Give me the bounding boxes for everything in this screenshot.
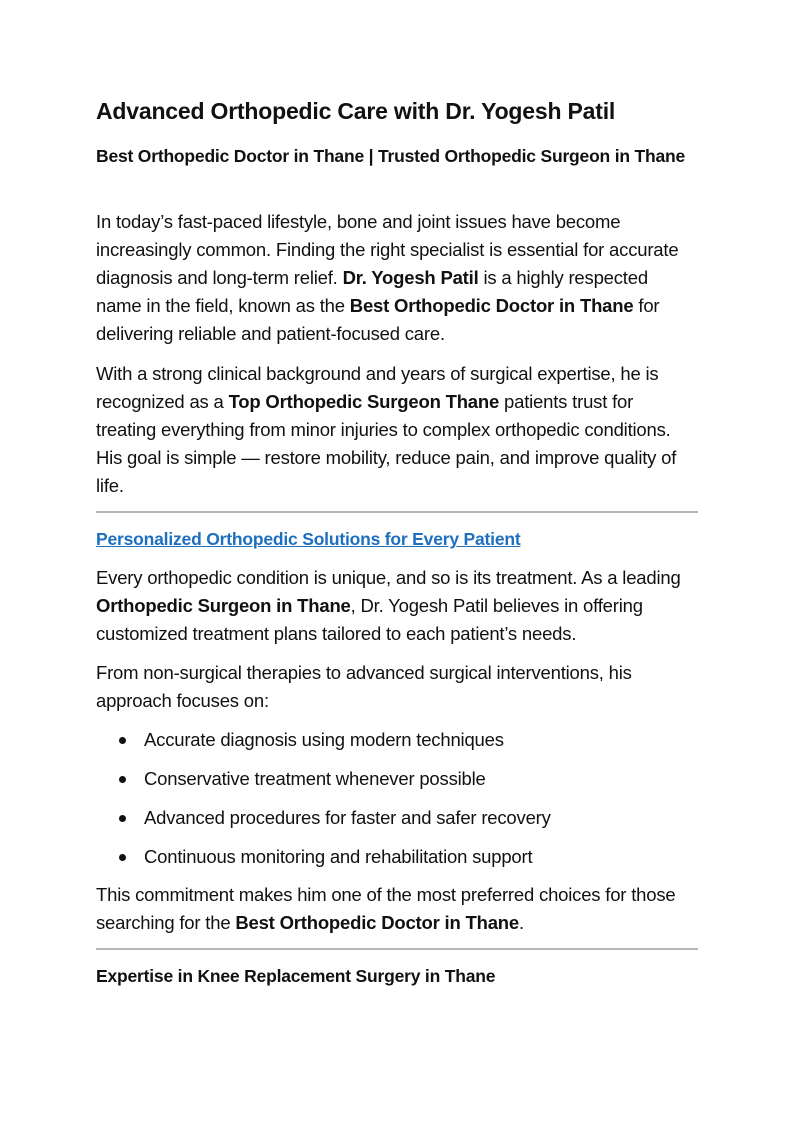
list-item-text: Accurate diagnosis using modern techniques	[144, 729, 504, 750]
background-paragraph	[96, 360, 698, 500]
intro-text-1: In today’s fast-paced lifestyle, bone and joint issues have become increasingly common. Finding the right specialist is essential for accurate diagnosis and long-term relief.	[96, 211, 679, 288]
page-title: Advanced Orthopedic Care with Dr. Yogesh Patil	[96, 98, 616, 124]
bullet-icon	[119, 854, 126, 861]
section2-paragraph-1	[96, 564, 698, 648]
section2-p3-text-1: This commitment makes him one of the most preferred choices for those searching for the	[96, 884, 676, 933]
background-text-2: patients trust for treating everything from minor injuries to complex orthopedic conditions. His goal is simple — restore mobility, reduce pain, and improve quality of life.	[96, 391, 677, 496]
list-item	[96, 726, 698, 765]
list-item-text: Advanced procedures for faster and safer recovery	[144, 807, 551, 828]
section2-p3-text-2: .	[519, 912, 524, 933]
bullet-icon	[119, 737, 126, 744]
section3-heading: Expertise in Knee Replacement Surgery in Thane	[96, 966, 496, 986]
section2-p1-text-2: , Dr. Yogesh Patil believes in offering customized treatment plans tailored to each patient’s needs.	[96, 595, 643, 644]
approach-list	[96, 726, 698, 882]
list-item	[96, 843, 698, 882]
intro-bold-keyword: Best Orthopedic Doctor in Thane	[349, 295, 634, 316]
section2-paragraph-2: From non-surgical therapies to advanced surgical interventions, his approach focuses on:	[96, 662, 632, 711]
intro-paragraph	[96, 208, 698, 348]
background-text-1: With a strong clinical background and years of surgical expertise, he is recognized as a	[96, 363, 659, 412]
section2-p3-bold-keyword: Best Orthopedic Doctor in Thane	[235, 912, 520, 933]
intro-text-2: is a highly respected name in the field, known as the	[96, 267, 648, 316]
list-item-text: Continuous monitoring and rehabilitation support	[144, 846, 533, 867]
intro-text-3: for delivering reliable and patient-focused care.	[96, 295, 660, 344]
section2-paragraph-3	[96, 881, 698, 937]
divider	[96, 511, 698, 513]
list-item-text: Conservative treatment whenever possible	[144, 768, 486, 789]
section2-p1-text-1: Every orthopedic condition is unique, and so is its treatment. As a leading	[96, 567, 681, 588]
page-subtitle: Best Orthopedic Doctor in Thane | Trusted Orthopedic Surgeon in Thane	[96, 146, 686, 166]
section2-p1-bold-keyword: Orthopedic Surgeon in Thane	[96, 595, 351, 616]
list-item	[96, 804, 698, 843]
section-heading-link[interactable]: Personalized Orthopedic Solutions for Every Patient	[96, 529, 521, 549]
bullet-icon	[119, 776, 126, 783]
list-item	[96, 765, 698, 804]
bullet-icon	[119, 815, 126, 822]
intro-bold-doctor-name: Dr. Yogesh Patil	[342, 267, 479, 288]
divider	[96, 948, 698, 950]
background-bold-keyword: Top Orthopedic Surgeon Thane	[228, 391, 500, 412]
